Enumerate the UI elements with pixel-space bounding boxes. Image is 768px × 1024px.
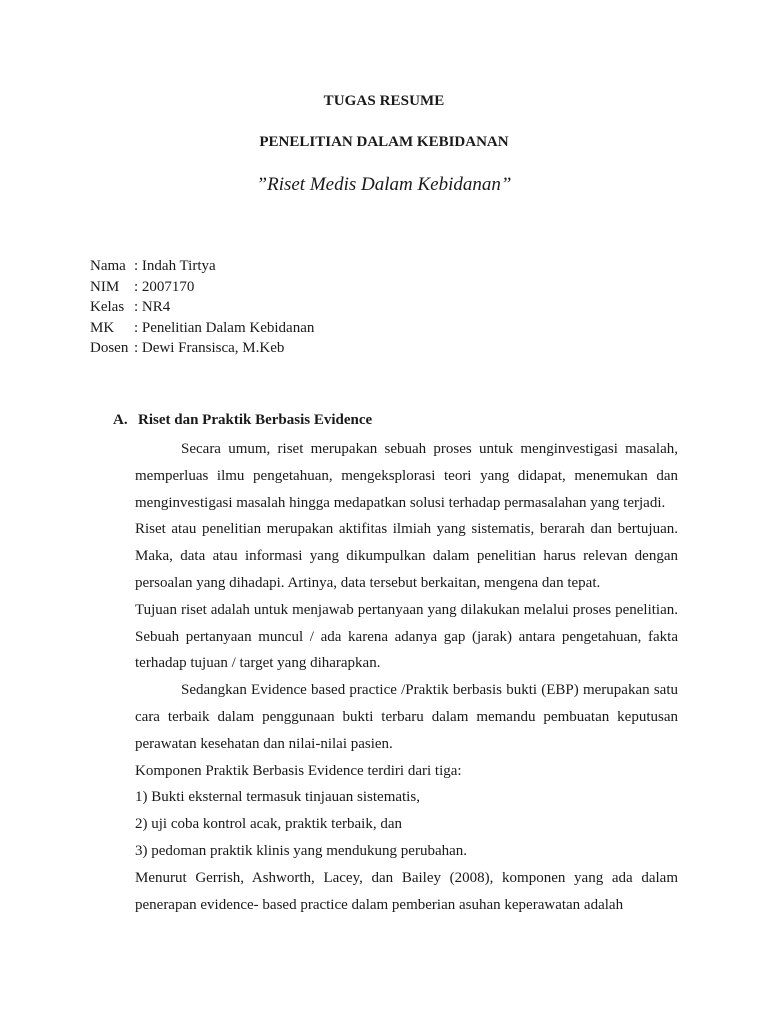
identity-row-dosen xyxy=(90,338,314,359)
identity-label: NIM xyxy=(90,278,120,295)
identity-value: : 2007170 xyxy=(134,278,195,295)
document-subtitle: PENELITIAN DALAM KEBIDANAN xyxy=(259,134,509,150)
document-topic: ”Riset Medis Dalam Kebidanan” xyxy=(256,174,512,195)
identity-value: : Indah Tirtya xyxy=(134,258,216,274)
identity-label: Nama xyxy=(90,258,126,274)
identity-value: : Dewi Fransisca, M.Keb xyxy=(134,340,285,356)
identity-label: MK xyxy=(90,319,115,336)
paragraph-ebp-definition: Sedangkan Evidence based practice /Praktik berbasis bukti (EBP) merupakan satu cara terbaik dalam penggunaan bukti terbaru dalam memandu pembuatan keputusan perawatan kesehatan dan nilai-nilai pasien. xyxy=(135,682,678,752)
student-identity-block xyxy=(90,256,314,359)
list-item: 1) Bukti eksternal termasuk tinjauan sistematis, xyxy=(135,789,420,806)
identity-row-kelas xyxy=(90,297,314,318)
identity-row-nim xyxy=(90,277,314,298)
identity-row-nama xyxy=(90,256,314,277)
identity-value: : Penelitian Dalam Kebidanan xyxy=(134,319,315,336)
section-heading-text: Riset dan Praktik Berbasis Evidence xyxy=(138,412,373,428)
identity-row-mk xyxy=(90,318,314,339)
paragraph-riset-aktifitas: Riset atau penelitian merupakan aktifitas ilmiah yang sistematis, berarah dan bertujuan. Maka, data atau informasi yang dikumpulkan dalam penelitian harus relevan dengan persoalan yang dihadapi. Artinya, data tersebut berkaitan, mengena dan tepat. xyxy=(135,521,678,591)
document-title: TUGAS RESUME xyxy=(323,93,445,109)
identity-label: Dosen xyxy=(90,340,129,356)
list-item: 2) uji coba kontrol acak, praktik terbaik, dan xyxy=(135,816,402,833)
paragraph-gerrish-citation: Menurut Gerrish, Ashworth, Lacey, dan Bailey (2008), komponen yang ada dalam penerapan evidence- based practice dalam pemberian asuhan keperawatan adalah xyxy=(135,869,678,913)
paragraph-komponen-intro: Komponen Praktik Berbasis Evidence terdiri dari tiga: xyxy=(135,762,462,779)
identity-value: : NR4 xyxy=(134,299,171,315)
list-item: 3) pedoman praktik klinis yang mendukung perubahan. xyxy=(135,842,468,859)
paragraph-tujuan-riset: Tujuan riset adalah untuk menjawab pertanyaan yang dilakukan melalui proses penelitian. Sebuah pertanyaan muncul / ada karena adanya gap (jarak) antara pengetahuan, fakta terhadap tujuan / target yang diharapkan. xyxy=(135,601,678,672)
section-a-body xyxy=(135,436,678,918)
section-marker: A. xyxy=(113,412,128,428)
section-a-heading xyxy=(113,412,372,429)
identity-label: Kelas xyxy=(90,299,125,315)
paragraph-riset-definition: Secara umum, riset merupakan sebuah proses untuk menginvestigasi masalah, memperluas ilmu pengetahuan, mengeksplorasi teori yang didapat, menemukan dan menginvestigasi masalah hingga medapatkan solusi terhadap permasalahan yang terjadi. xyxy=(135,441,678,511)
